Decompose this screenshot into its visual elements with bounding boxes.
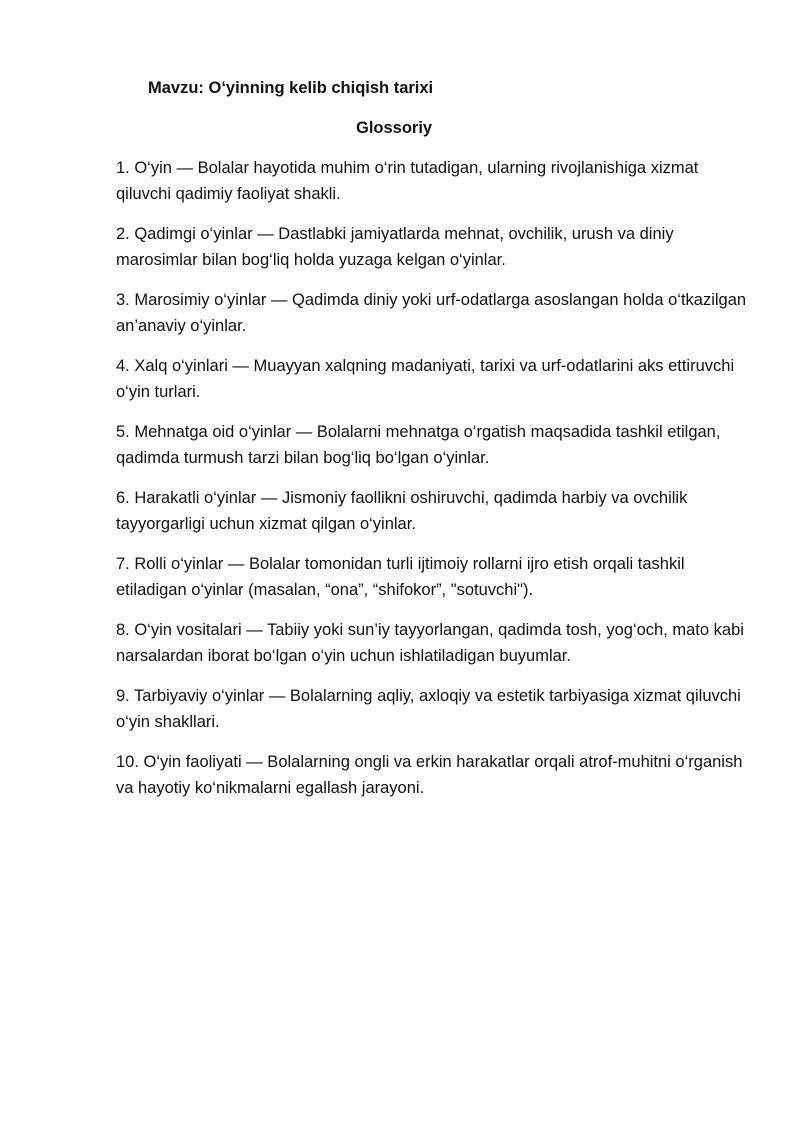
glossary-entry: 7. Rolli o‘yinlar — Bolalar tomonidan turli ijtimoiy rollarni ijro etish orqali tashkil etiladigan o‘yinlar (masalan, “ona”, “shifokor”, "sotuvchi"). bbox=[116, 555, 685, 599]
glossary-list bbox=[116, 155, 750, 815]
glossary-entry: 8. O‘yin vositalari — Tabiiy yoki sun’iy tayyorlangan, qadimda tosh, yog‘och, mato kabi narsalardan iborat bo‘lgan o‘yin uchun ishlatiladigan buyumlar. bbox=[116, 621, 744, 665]
glossary-heading: Glossoriy bbox=[356, 119, 433, 137]
glossary-entry: 9. Tarbiyaviy o‘yinlar — Bolalarning aqliy, axloqiy va estetik tarbiyasiga xizmat qiluvchi o‘yin shakllari. bbox=[116, 687, 741, 731]
glossary-entry: 6. Harakatli o‘yinlar — Jismoniy faollikni oshiruvchi, qadimda harbiy va ovchilik tayyorgarligi uchun xizmat qilgan o‘yinlar. bbox=[116, 489, 688, 533]
glossary-entry: 1. O‘yin — Bolalar hayotida muhim o‘rin tutadigan, ularning rivojlanishiga xizmat qiluvchi qadimiy faoliyat shakli. bbox=[116, 159, 699, 203]
document-topic: Mavzu: O‘yinning kelib chiqish tarixi bbox=[148, 79, 434, 97]
glossary-entry: 4. Xalq o‘yinlari — Muayyan xalqning madaniyati, tarixi va urf-odatlarini aks ettiruvchi o‘yin turlari. bbox=[116, 357, 735, 401]
glossary-entry: 10. O‘yin faoliyati — Bolalarning ongli va erkin harakatlar orqali atrof-muhitni o‘rganish va hayotiy ko‘nikmalarni egallash jarayoni. bbox=[116, 753, 743, 797]
glossary-entry: 5. Mehnatga oid o‘yinlar — Bolalarni mehnatga o‘rgatish maqsadida tashkil etilgan, qadimda turmush tarzi bilan bog‘liq bo‘lgan o‘yinlar. bbox=[116, 423, 721, 467]
glossary-entry: 2. Qadimgi o‘yinlar — Dastlabki jamiyatlarda mehnat, ovchilik, urush va diniy marosimlar bilan bog‘liq holda yuzaga kelgan o‘yinlar. bbox=[116, 225, 674, 269]
glossary-entry: 3. Marosimiy o‘yinlar — Qadimda diniy yoki urf-odatlarga asoslangan holda o‘tkazilgan an’anaviy o‘yinlar. bbox=[116, 291, 747, 335]
